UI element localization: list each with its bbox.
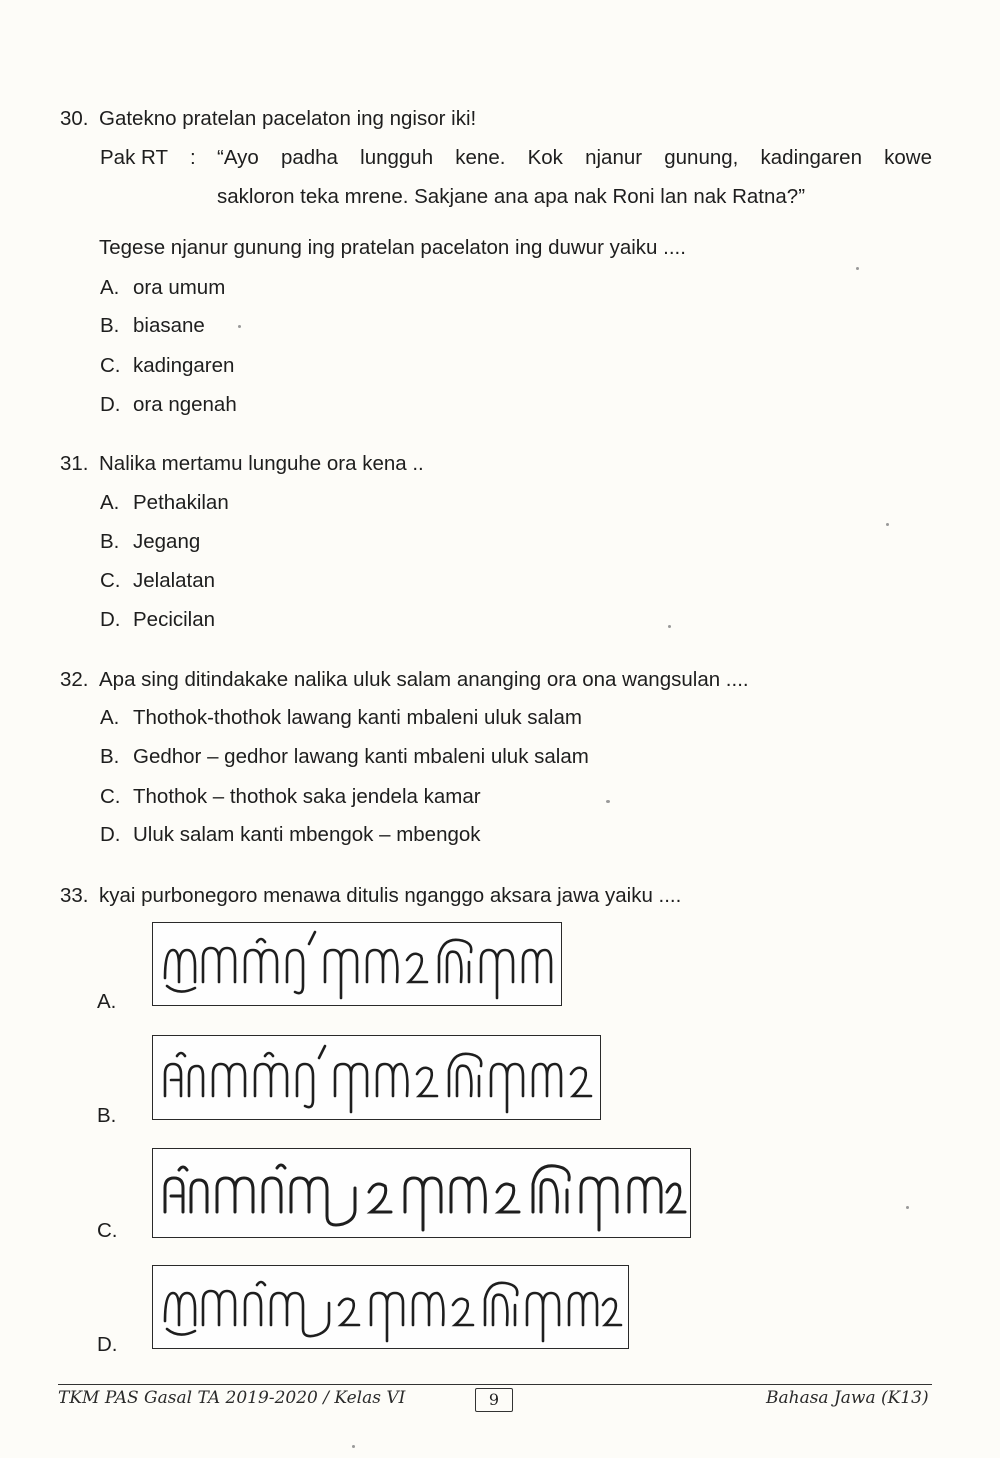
q33-option-d-javanese-script[interactable] bbox=[152, 1265, 629, 1349]
q30-option-c-text[interactable]: kadingaren bbox=[133, 354, 235, 377]
q32-option-c-letter: C. bbox=[100, 785, 121, 808]
scan-speck bbox=[906, 1206, 909, 1209]
question-30-stem: Gatekno pratelan pacelaton ing ngisor iki! bbox=[99, 107, 477, 130]
scan-speck bbox=[886, 523, 889, 526]
scan-speck bbox=[856, 267, 859, 270]
q31-option-a-text[interactable]: Pethakilan bbox=[133, 491, 229, 514]
q33-option-d-letter: D. bbox=[97, 1333, 118, 1356]
q31-option-b-letter: B. bbox=[100, 530, 120, 553]
q33-option-b-letter: B. bbox=[97, 1104, 117, 1127]
q30-option-b-text[interactable]: biasane bbox=[133, 314, 205, 337]
q33-option-a-letter: A. bbox=[97, 990, 117, 1013]
q32-option-c-text[interactable]: Thothok – thothok saka jendela kamar bbox=[133, 785, 481, 808]
q31-option-d-letter: D. bbox=[100, 608, 121, 631]
q32-option-a-text[interactable]: Thothok-thothok lawang kanti mbaleni uluk salam bbox=[133, 706, 582, 729]
scan-speck bbox=[238, 325, 241, 328]
dialog-line-1: “Ayo padha lungguh kene. Kok njanur gunung, kadingaren kowe bbox=[217, 146, 932, 169]
q31-option-c-letter: C. bbox=[100, 569, 121, 592]
scan-speck bbox=[668, 625, 671, 628]
q33-option-b-javanese-script[interactable] bbox=[152, 1035, 601, 1120]
dialog-colon: : bbox=[190, 146, 196, 169]
q32-option-b-text[interactable]: Gedhor – gedhor lawang kanti mbaleni uluk salam bbox=[133, 745, 589, 768]
page-number: 9 bbox=[475, 1388, 513, 1412]
q30-option-a-text[interactable]: ora umum bbox=[133, 276, 226, 299]
q30-option-d-text[interactable]: ora ngenah bbox=[133, 393, 237, 416]
q31-option-d-text[interactable]: Pecicilan bbox=[133, 608, 216, 631]
question-31-stem: Nalika mertamu lunguhe ora kena .. bbox=[99, 452, 424, 475]
q30-option-c-letter: C. bbox=[100, 354, 121, 377]
question-32-number: 32. bbox=[60, 668, 89, 691]
q33-option-c-javanese-script[interactable] bbox=[152, 1148, 691, 1238]
q32-option-a-letter: A. bbox=[100, 706, 120, 729]
javanese-script-d-glyphs bbox=[159, 1269, 627, 1345]
question-30-prompt: Tegese njanur gunung ing pratelan pacelaton ing duwur yaiku .... bbox=[99, 236, 686, 259]
javanese-script-b-glyphs bbox=[159, 1040, 599, 1116]
scan-speck bbox=[352, 1445, 355, 1448]
scan-speck bbox=[606, 800, 610, 803]
q30-option-a-letter: A. bbox=[100, 276, 120, 299]
question-33-number: 33. bbox=[60, 884, 89, 907]
q33-option-c-letter: C. bbox=[97, 1219, 118, 1242]
question-30-number: 30. bbox=[60, 107, 89, 130]
question-31-number: 31. bbox=[60, 452, 89, 475]
javanese-script-c-glyphs bbox=[159, 1152, 689, 1234]
q32-option-b-letter: B. bbox=[100, 745, 120, 768]
question-32-stem: Apa sing ditindakake nalika uluk salam ananging ora ona wangsulan .... bbox=[99, 668, 749, 691]
q30-option-b-letter: B. bbox=[100, 314, 120, 337]
q31-option-b-text[interactable]: Jegang bbox=[133, 530, 201, 553]
javanese-script-a-glyphs bbox=[159, 926, 559, 1002]
footer-rule bbox=[58, 1384, 932, 1385]
footer-left-text: TKM PAS Gasal TA 2019-2020 / Kelas VI bbox=[58, 1388, 406, 1408]
q31-option-a-letter: A. bbox=[100, 491, 120, 514]
q32-option-d-text[interactable]: Uluk salam kanti mbengok – mbengok bbox=[133, 823, 481, 846]
q31-option-c-text[interactable]: Jelalatan bbox=[133, 569, 216, 592]
dialog-line-2: sakloron teka mrene. Sakjane ana apa nak Roni lan nak Ratna?” bbox=[217, 185, 806, 208]
q32-option-d-letter: D. bbox=[100, 823, 121, 846]
dialog-speaker: Pak RT bbox=[100, 146, 168, 169]
q30-option-d-letter: D. bbox=[100, 393, 121, 416]
question-33-stem: kyai purbonegoro menawa ditulis nganggo aksara jawa yaiku .... bbox=[99, 884, 682, 907]
q33-option-a-javanese-script[interactable] bbox=[152, 922, 562, 1006]
footer-right-text: Bahasa Jawa (K13) bbox=[766, 1388, 929, 1408]
